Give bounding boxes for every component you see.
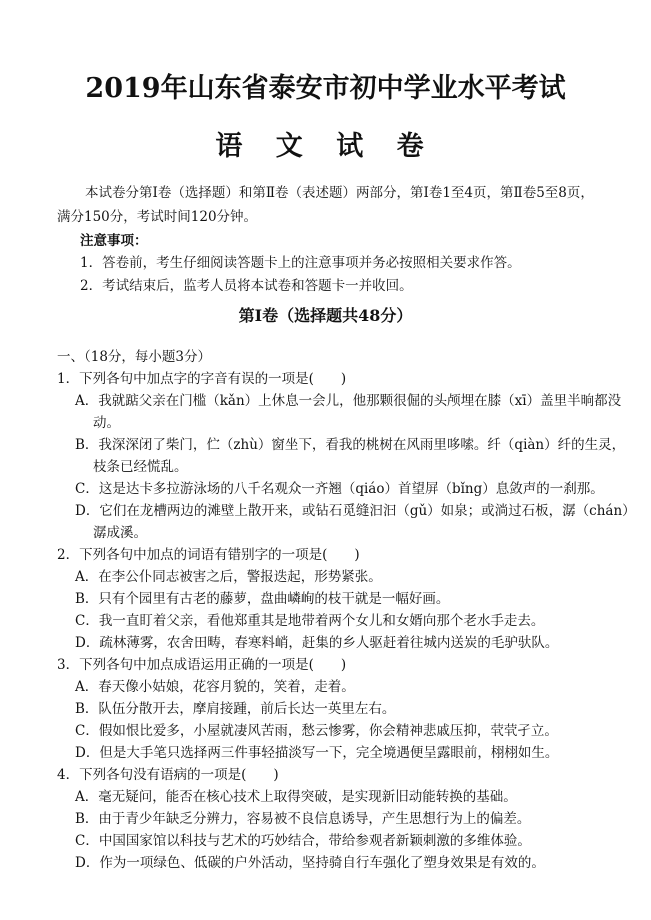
part-heading: 一、（18分，每小题3分） (57, 349, 212, 365)
question-stem: 3．下列各句中加点成语运用正确的一项是( ) (57, 657, 347, 673)
question-stem: 2．下列各句中加点的词语有错别字的一项是( ) (57, 547, 360, 563)
question-option: A．我就踮父亲在门槛（kǎn）上休息一会儿，他那颗很倔的头颅埋在膝（xī）盖里半晌都没 (75, 393, 622, 409)
question-option: B．我深深闭了柴门，伫（zhù）窗坐下，看我的桃树在风雨里哆嗦。纤（qiàn）纤的生灵， (75, 437, 626, 453)
question-option: D．疏林薄雾，农舍田畴，春寒料峭，赶集的乡人驱赶着往城内送炭的毛驴驮队。 (75, 635, 559, 651)
question-option: B．队伍分散开去，摩肩接踵，前后长达一英里左右。 (75, 701, 396, 717)
question-option: A．在李公仆同志被害之后，警报迭起，形势紧张。 (75, 569, 382, 585)
question-option: C．这是达卡多拉游泳场的八千名观众一齐翘（qiáo）首望屏（bǐng）息敛声的一刹那。 (75, 481, 604, 497)
question-option-continued: 动。 (93, 415, 120, 431)
question-option: B．只有个园里有古老的藤萝，盘曲嶙峋的枝干就是一幅好画。 (75, 591, 450, 607)
question-option-continued: 潺成溪。 (93, 525, 147, 541)
question-stem: 4．下列各句没有语病的一项是( ) (57, 767, 279, 783)
note-item: 1．答卷前，考生仔细阅读答题卡上的注意事项并务必按照相关要求作答。 (80, 255, 521, 271)
question-option-continued: 枝条已经慌乱。 (93, 459, 188, 475)
question-option: B．由于青少年缺乏分辨力，容易被不良信息诱导，产生思想行为上的偏差。 (75, 811, 531, 827)
question-option: D．作为一项绿色、低碳的户外活动，坚持骑自行车强化了塑身效果是有效的。 (75, 855, 545, 871)
exam-title: 2019年山东省泰安市初中学业水平考试 (85, 73, 566, 104)
question-option: A．春天像小姑娘，花容月貌的，笑着，走着。 (75, 679, 355, 695)
note-item: 2．考试结束后，监考人员将本试卷和答题卡一并收回。 (80, 278, 413, 294)
question-option: D．但是大手笔只选择两三件事轻描淡写一下，完全境遇便呈露眼前，栩栩如生。 (75, 745, 559, 761)
exam-subtitle: 语 文 试 卷 (215, 131, 436, 162)
question-option: C．我一直盯着父亲，看他郑重其是地带着两个女儿和女婿向那个老水手走去。 (75, 613, 545, 629)
notes-heading: 注意事项： (80, 233, 148, 249)
question-option: A．毫无疑问，能否在核心技术上取得突破，是实现新旧动能转换的基础。 (75, 789, 517, 805)
question-option: C．假如恨比爱多，小屋就凄风苦雨，愁云惨雾，你会精神悲戚压抑，茕茕孑立。 (75, 723, 558, 739)
question-option: C．中国国家馆以科技与艺术的巧妙结合，带给参观者新颖刺激的多维体验。 (75, 833, 531, 849)
intro-paragraph: 本试卷分第Ⅰ卷（选择题）和第Ⅱ卷（表述题）两部分，第Ⅰ卷1至4页，第Ⅱ卷5至8页，满分150分，考试时间120分钟。 (57, 185, 594, 225)
question-stem: 1．下列各句中加点字的字音有误的一项是( ) (57, 371, 347, 387)
question-option: D．它们在龙槽两边的滩壁上散开来，或钻石觅缝汩汩（gǔ）如泉；或淌过石板，潺（chán） (75, 503, 636, 519)
section-title: 第Ⅰ卷（选择题共48分） (238, 306, 413, 325)
